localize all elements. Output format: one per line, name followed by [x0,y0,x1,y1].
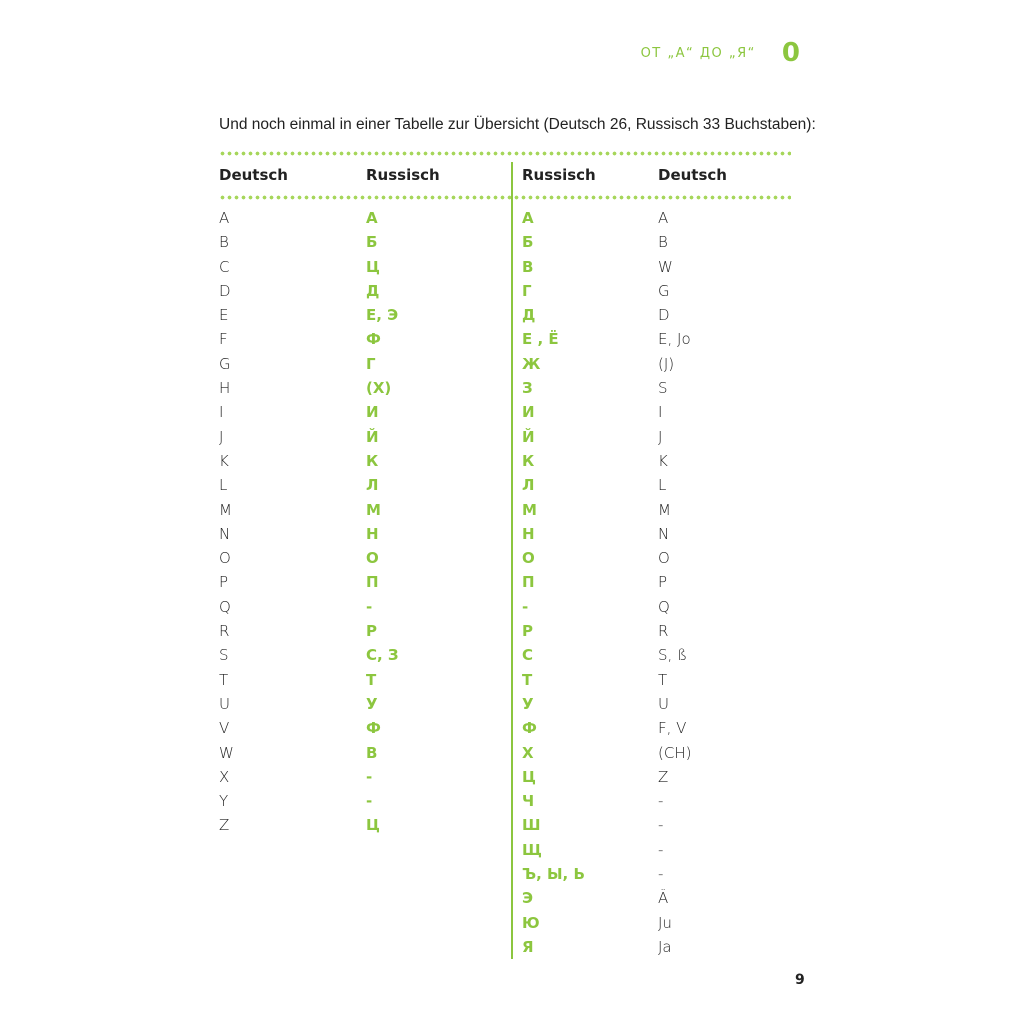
chapter-header [641,38,800,68]
russian-letter: Щ [522,840,542,859]
german-letter: Ju [658,913,672,932]
german-letter: E, Jo [658,330,691,349]
russian-letter: Ж [522,354,541,373]
russian-letter: И [366,403,379,422]
russian-letter: Н [366,524,379,543]
german-letter: - [658,792,664,811]
german-right-column [658,206,691,959]
alphabet-table [219,162,791,956]
russian-letter: П [522,573,535,592]
russian-letter: Ф [522,719,537,738]
header-russisch-left: Russisch [366,166,440,184]
russian-letter: М [366,500,381,519]
russian-letter: А [522,209,534,227]
german-letter: K [658,451,668,470]
header-deutsch-right: Deutsch [658,166,727,184]
german-letter: O [219,549,231,568]
german-letter: Z [219,816,230,835]
russian-letter: - [366,597,373,616]
russian-letter: (Х) [366,379,392,398]
german-letter: Ä [658,889,669,908]
german-letter: F [219,330,228,349]
chapter-number: 0 [781,38,800,68]
russian-letter: - [366,792,373,811]
russian-letter: С [522,646,534,665]
russian-letter: О [522,549,535,568]
german-letter: - [658,865,664,884]
russian-letter: Й [522,427,535,446]
german-letter: R [658,622,669,641]
russian-letter: Б [522,233,534,252]
german-letter: D [219,281,231,300]
german-letter: A [658,209,669,227]
header-russisch-right: Russisch [522,166,596,184]
german-letter: Q [219,597,231,616]
russian-letter: К [366,451,379,470]
russian-letter: У [522,694,534,713]
german-letter: M [219,500,232,519]
russian-letter: Д [366,281,380,300]
russian-letter: Ш [522,816,541,835]
russian-letter: - [522,597,529,616]
russian-letter: М [522,500,537,519]
german-letter: F, V [658,719,687,738]
russian-letter: Ц [366,257,380,276]
russian-left-column [366,206,399,838]
russian-letter: Е , Ё [522,330,559,349]
german-letter: T [219,670,229,689]
column-divider [511,162,513,959]
german-letter: Y [219,792,229,811]
german-left-column [219,206,234,838]
german-letter: L [658,476,667,495]
russian-letter: Ф [366,330,381,349]
russian-letter: Р [366,622,377,641]
german-letter: G [658,281,670,300]
german-letter: U [658,694,669,713]
russian-letter: К [522,451,535,470]
russian-letter: Т [522,670,533,689]
german-letter: X [219,767,230,786]
russian-letter: Ю [522,913,540,932]
german-letter: S, ß [658,646,688,665]
german-letter: P [658,573,668,592]
russian-letter: Г [366,354,376,373]
german-letter: (CH) [658,743,692,762]
russian-letter: Ъ, Ы, Ь [522,865,585,884]
german-letter: Ja [658,937,672,956]
german-letter: I [219,403,224,422]
russian-letter: А [366,209,378,227]
german-letter: - [658,840,664,859]
russian-letter: З [522,379,533,398]
russian-letter: Н [522,524,535,543]
german-letter: A [219,209,230,227]
russian-letter: И [522,403,535,422]
russian-letter: Ч [522,792,535,811]
russian-letter: Э [522,889,534,908]
russian-letter: Р [522,622,533,641]
header-dotted-rule [219,195,791,200]
german-letter: S [219,646,229,665]
russian-letter: Й [366,427,379,446]
russian-letter: Ц [522,767,536,786]
russian-letter: Б [366,233,378,252]
russian-letter: Т [366,670,377,689]
russian-right-column [522,206,585,959]
german-letter: W [658,257,673,276]
chapter-title: ОТ „А“ ДО „Я“ [640,45,756,61]
german-letter: V [219,719,230,738]
russian-letter: Е, Э [366,306,399,325]
german-letter: W [219,743,234,762]
german-letter: D [658,306,670,325]
german-letter: O [658,549,670,568]
german-letter: U [219,694,230,713]
russian-letter: Л [366,476,379,495]
russian-letter: В [522,257,534,276]
german-letter: Z [658,767,669,786]
german-letter: - [658,816,664,835]
german-letter: I [658,403,663,422]
german-letter: (J) [658,354,675,373]
german-letter: T [658,670,668,689]
german-letter: M [658,500,671,519]
russian-letter: Х [522,743,534,762]
german-letter: P [219,573,229,592]
russian-letter: П [366,573,379,592]
german-letter: K [219,451,229,470]
russian-letter: О [366,549,379,568]
german-letter: R [219,622,230,641]
russian-letter: Л [522,476,535,495]
russian-letter: Ф [366,719,381,738]
russian-letter: Г [522,281,532,300]
russian-letter: Ц [366,816,380,835]
russian-letter: В [366,743,378,762]
german-letter: J [219,427,224,446]
table-headers [219,162,791,192]
header-deutsch-left: Deutsch [219,166,288,184]
german-letter: B [658,233,668,252]
german-letter: N [658,524,670,543]
german-letter: N [219,524,231,543]
german-letter: J [658,427,663,446]
german-letter: H [219,379,231,398]
german-letter: G [219,354,231,373]
top-dotted-rule [219,151,791,156]
russian-letter: У [366,694,378,713]
intro-text: Und noch einmal in einer Tabelle zur Übersicht (Deutsch 26, Russisch 33 Buchstaben): [219,116,816,133]
german-letter: E [219,306,229,325]
german-letter: B [219,233,229,252]
russian-letter: Д [522,306,536,325]
russian-letter: - [366,767,373,786]
german-letter: L [219,476,228,495]
page-number: 9 [795,972,805,988]
german-letter: S [658,379,668,398]
russian-letter: Я [522,937,534,956]
german-letter: C [219,257,230,276]
russian-letter: С, З [366,646,399,665]
german-letter: Q [658,597,670,616]
